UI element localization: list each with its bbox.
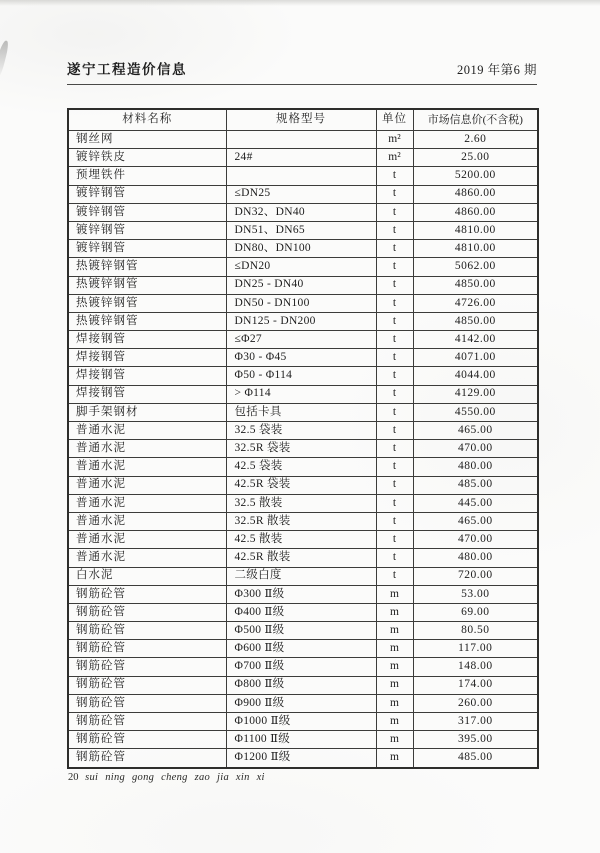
table-row [68,512,538,530]
price-cell: 260.00 [413,694,538,712]
table-row [68,149,538,167]
material-name-cell: 热镀锌钢管 [68,312,226,330]
table-row [68,276,538,294]
price-cell: 4129.00 [413,385,538,403]
spec-cell: Φ800 Ⅱ级 [226,676,376,694]
price-cell: 395.00 [413,731,538,749]
table-row [68,713,538,731]
unit-cell: t [376,403,413,421]
spec-cell: Φ900 Ⅱ级 [226,694,376,712]
unit-cell: t [376,221,413,239]
price-cell: 465.00 [413,512,538,530]
table-row [68,640,538,658]
issue-number: 2019 年第6 期 [456,63,537,77]
price-cell: 317.00 [413,713,538,731]
price-cell: 69.00 [413,603,538,621]
material-name-cell: 钢筋砼管 [68,603,226,621]
price-cell: 5200.00 [413,167,538,185]
spec-cell: > Φ114 [226,385,376,403]
col-header-market-price: 市场信息价(不含税) [413,109,538,131]
unit-cell: t [376,331,413,349]
table-row [68,749,538,768]
spec-cell: 二级白度 [226,567,376,585]
spec-cell: ≤DN25 [226,185,376,203]
unit-cell: t [376,276,413,294]
table-row [68,694,538,712]
col-header-spec-model: 规格型号 [226,109,376,131]
header-row [68,109,538,131]
material-name-cell: 脚手架钢材 [68,403,226,421]
material-name-cell: 热镀锌钢管 [68,294,226,312]
unit-cell: m [376,658,413,676]
price-cell: 117.00 [413,640,538,658]
unit-cell: t [376,349,413,367]
spec-cell [226,167,376,185]
price-cell: 80.50 [413,622,538,640]
price-cell: 480.00 [413,458,538,476]
material-name-cell: 普通水泥 [68,476,226,494]
price-cell: 148.00 [413,658,538,676]
unit-cell: t [376,312,413,330]
table-row [68,221,538,239]
price-cell: 4726.00 [413,294,538,312]
unit-cell: t [376,185,413,203]
material-name-cell: 钢丝网 [68,131,226,149]
price-cell: 470.00 [413,440,538,458]
table-row [68,585,538,603]
spec-cell: 包括卡具 [226,403,376,421]
unit-cell: m² [376,149,413,167]
unit-cell: m² [376,131,413,149]
spec-cell: Φ600 Ⅱ级 [226,640,376,658]
table-row [68,403,538,421]
material-name-cell: 普通水泥 [68,458,226,476]
material-name-cell: 钢筋砼管 [68,640,226,658]
unit-cell: m [376,603,413,621]
spec-cell: 32.5 袋装 [226,422,376,440]
price-table-body [68,131,538,768]
spec-cell: Φ50 - Φ114 [226,367,376,385]
unit-cell: m [376,694,413,712]
price-cell: 480.00 [413,549,538,567]
spec-cell: DN32、DN40 [226,203,376,221]
unit-cell: m [376,749,413,768]
spec-cell: DN25 - DN40 [226,276,376,294]
unit-cell: m [376,585,413,603]
unit-cell: t [376,476,413,494]
spec-cell [226,131,376,149]
unit-cell: t [376,567,413,585]
spec-cell: Φ500 Ⅱ级 [226,622,376,640]
unit-cell: t [376,240,413,258]
material-name-cell: 钢筋砼管 [68,731,226,749]
col-header-unit: 单位 [376,109,413,131]
spec-cell: 42.5 袋装 [226,458,376,476]
price-cell: 720.00 [413,567,538,585]
table-row [68,658,538,676]
price-cell: 465.00 [413,422,538,440]
spec-cell: 24# [226,149,376,167]
table-row [68,240,538,258]
table-row [68,494,538,512]
spec-cell: DN51、DN65 [226,221,376,239]
material-name-cell: 焊接钢管 [68,385,226,403]
spec-cell: 42.5 散装 [226,531,376,549]
table-row [68,567,538,585]
price-cell: 4550.00 [413,403,538,421]
table-row [68,676,538,694]
material-name-cell: 热镀锌钢管 [68,258,226,276]
price-cell: 5062.00 [413,258,538,276]
price-cell: 4810.00 [413,240,538,258]
material-price-table [67,108,539,769]
material-name-cell: 普通水泥 [68,494,226,512]
table-row [68,167,538,185]
material-name-cell: 镀锌钢管 [68,240,226,258]
material-name-cell: 钢筋砼管 [68,658,226,676]
document-title: 遂宁工程造价信息 [67,62,187,77]
material-name-cell: 焊接钢管 [68,331,226,349]
unit-cell: t [376,294,413,312]
material-name-cell: 钢筋砼管 [68,713,226,731]
table-row [68,622,538,640]
table-row [68,349,538,367]
table-row [68,331,538,349]
table-row [68,422,538,440]
unit-cell: m [376,622,413,640]
unit-cell: t [376,367,413,385]
spec-cell: 42.5R 散装 [226,549,376,567]
spec-cell: Φ1000 Ⅱ级 [226,713,376,731]
table-row [68,203,538,221]
spec-cell: DN125 - DN200 [226,312,376,330]
material-name-cell: 钢筋砼管 [68,694,226,712]
unit-cell: t [376,512,413,530]
price-cell: 53.00 [413,585,538,603]
material-name-cell: 镀锌铁皮 [68,149,226,167]
spec-cell: 32.5 散装 [226,494,376,512]
unit-cell: t [376,258,413,276]
unit-cell: m [376,676,413,694]
table-row [68,367,538,385]
unit-cell: t [376,531,413,549]
unit-cell: t [376,203,413,221]
table-row [68,185,538,203]
spec-cell: 32.5R 袋装 [226,440,376,458]
price-cell: 445.00 [413,494,538,512]
spec-cell: Φ1100 Ⅱ级 [226,731,376,749]
material-name-cell: 钢筋砼管 [68,622,226,640]
material-name-cell: 焊接钢管 [68,367,226,385]
material-name-cell: 钢筋砼管 [68,749,226,768]
table-row [68,731,538,749]
table-row [68,312,538,330]
unit-cell: t [376,385,413,403]
price-cell: 4044.00 [413,367,538,385]
table-row [68,131,538,149]
spec-cell: Φ300 Ⅱ级 [226,585,376,603]
table-row [68,603,538,621]
unit-cell: m [376,713,413,731]
unit-cell: t [376,458,413,476]
table-row [68,385,538,403]
spec-cell: Φ400 Ⅱ级 [226,603,376,621]
material-name-cell: 镀锌钢管 [68,203,226,221]
material-name-cell: 普通水泥 [68,549,226,567]
table-row [68,440,538,458]
price-cell: 25.00 [413,149,538,167]
price-cell: 470.00 [413,531,538,549]
scan-smudge-artifact [0,40,10,81]
price-cell: 485.00 [413,476,538,494]
material-name-cell: 普通水泥 [68,440,226,458]
table-row [68,476,538,494]
price-cell: 174.00 [413,676,538,694]
material-name-cell: 钢筋砼管 [68,676,226,694]
unit-cell: m [376,640,413,658]
price-cell: 4860.00 [413,203,538,221]
footer-pinyin: sui ning gong cheng zao jia xin xi [85,772,265,783]
material-name-cell: 白水泥 [68,567,226,585]
spec-cell: DN50 - DN100 [226,294,376,312]
material-name-cell: 镀锌钢管 [68,221,226,239]
material-name-cell: 热镀锌钢管 [68,276,226,294]
document-header [67,58,537,85]
price-cell: 485.00 [413,749,538,768]
material-name-cell: 钢筋砼管 [68,585,226,603]
price-table-header [68,109,538,131]
table-row [68,549,538,567]
price-cell: 2.60 [413,131,538,149]
unit-cell: t [376,167,413,185]
unit-cell: t [376,549,413,567]
spec-cell: Φ700 Ⅱ级 [226,658,376,676]
table-row [68,294,538,312]
material-name-cell: 普通水泥 [68,422,226,440]
price-cell: 4850.00 [413,312,538,330]
spec-cell: DN80、DN100 [226,240,376,258]
table-row [68,258,538,276]
price-cell: 4810.00 [413,221,538,239]
spec-cell: 32.5R 散装 [226,512,376,530]
table-row [68,458,538,476]
material-name-cell: 普通水泥 [68,512,226,530]
spec-cell: Φ30 - Φ45 [226,349,376,367]
price-cell: 4071.00 [413,349,538,367]
material-name-cell: 预埋铁件 [68,167,226,185]
scan-top-edge-shading [0,0,600,6]
col-header-material-name: 材料名称 [68,109,226,131]
unit-cell: m [376,731,413,749]
price-cell: 4860.00 [413,185,538,203]
spec-cell: ≤DN20 [226,258,376,276]
material-name-cell: 焊接钢管 [68,349,226,367]
page-footer [68,772,265,783]
price-cell: 4142.00 [413,331,538,349]
unit-cell: t [376,440,413,458]
unit-cell: t [376,494,413,512]
unit-cell: t [376,422,413,440]
spec-cell: ≤Φ27 [226,331,376,349]
price-cell: 4850.00 [413,276,538,294]
material-name-cell: 普通水泥 [68,531,226,549]
page-number: 20 [68,772,79,783]
spec-cell: 42.5R 袋装 [226,476,376,494]
material-name-cell: 镀锌钢管 [68,185,226,203]
spec-cell: Φ1200 Ⅱ级 [226,749,376,768]
table-row [68,531,538,549]
